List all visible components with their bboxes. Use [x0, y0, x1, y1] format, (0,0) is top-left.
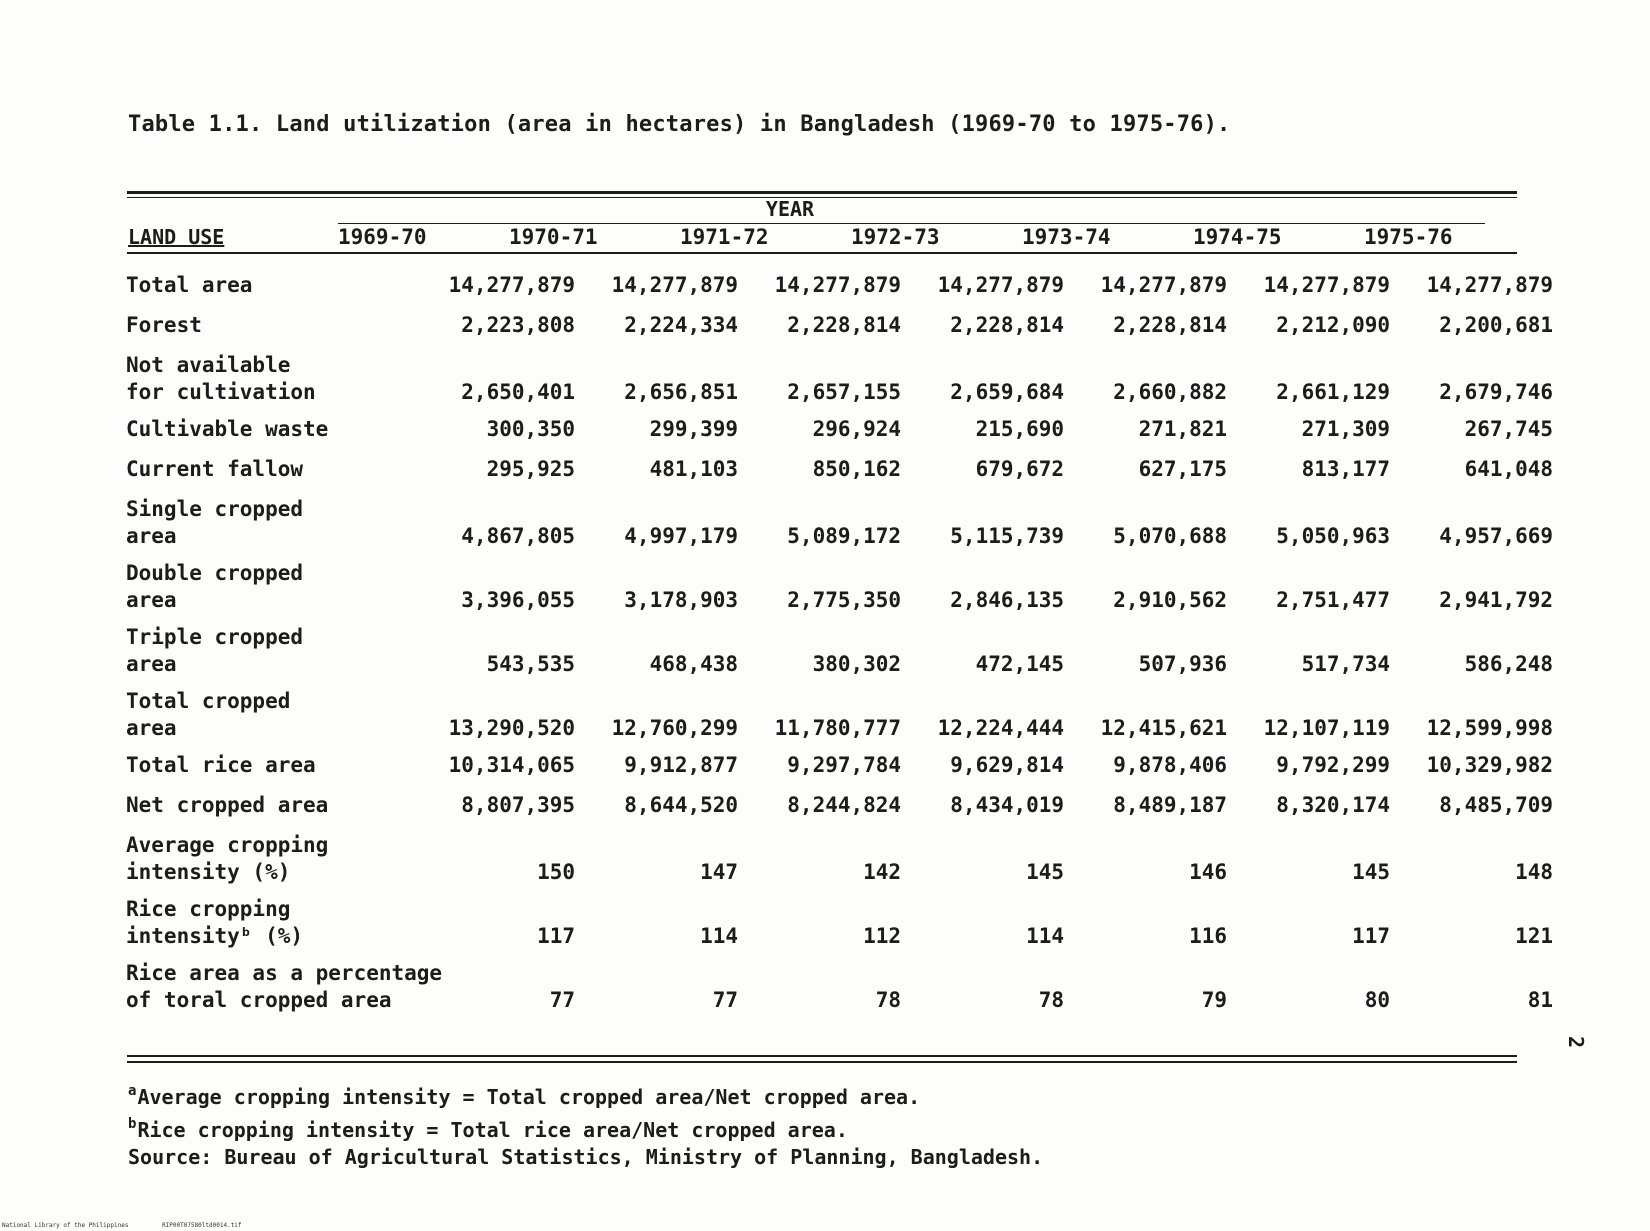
cell-value: 14,277,879: [1426, 273, 1554, 297]
table-row: [126, 960, 1553, 1024]
row-label: [126, 792, 442, 832]
year-underline: [338, 223, 1485, 224]
cell-value: 5,089,172: [787, 524, 902, 548]
cell-value: 296,924: [812, 417, 902, 441]
cell-value: 9,878,406: [1113, 753, 1228, 777]
row-label-line: of toral cropped area: [126, 988, 392, 1012]
table-row: [126, 752, 1553, 792]
table-row: [126, 272, 1553, 312]
cell-value: 12,224,444: [937, 716, 1065, 740]
scan-footer-library: National Library of the Philippines: [2, 1222, 129, 1229]
row-label-line: Rice cropping: [126, 897, 291, 921]
cell-value: 679,672: [975, 457, 1065, 481]
column-headers: [0, 225, 1650, 253]
scan-footer: [2, 1222, 272, 1229]
table-row: [126, 896, 1553, 960]
footnote-b-marker: b: [128, 1116, 137, 1132]
cell-value: 10,314,065: [448, 753, 576, 777]
row-label-line: Total area: [126, 273, 253, 297]
row-label: [126, 960, 442, 1024]
footnote-b: [128, 1111, 1043, 1144]
cell-value: 271,309: [1301, 417, 1391, 441]
row-label: [126, 688, 442, 752]
row-label-line: Double cropped: [126, 561, 304, 585]
footnote-b-text: Rice cropping intensity = Total rice area/Net cropped area.: [137, 1118, 848, 1142]
cell-value: 145: [1026, 860, 1065, 884]
cell-value: 2,228,814: [950, 313, 1065, 337]
bottom-rule-thin: [127, 1061, 1517, 1063]
footnote-a-marker: a: [128, 1083, 137, 1099]
cell-value: 215,690: [975, 417, 1065, 441]
cell-value: 14,277,879: [1263, 273, 1391, 297]
cell-value: 9,297,784: [787, 753, 902, 777]
cell-value: 13,290,520: [448, 716, 576, 740]
cell-value: 14,277,879: [937, 273, 1065, 297]
cell-value: 813,177: [1301, 457, 1391, 481]
cell-value: 5,115,739: [950, 524, 1065, 548]
column-header-year: 1972-73: [851, 225, 940, 249]
cell-value: 543,535: [486, 652, 576, 676]
scan-footer-file-id: RIP00T07580ltd0014.tif: [162, 1222, 242, 1229]
row-label-line: Cultivable waste: [126, 417, 329, 441]
page-number: 2: [1564, 1035, 1589, 1049]
cell-value: 271,821: [1138, 417, 1228, 441]
table-row: [126, 792, 1553, 832]
row-label-line: Average cropping: [126, 833, 329, 857]
cell-value: 481,103: [649, 457, 739, 481]
footnotes: [128, 1078, 1043, 1171]
cell-value: 79: [1201, 988, 1228, 1012]
cell-value: 147: [700, 860, 739, 884]
cell-value: 78: [875, 988, 902, 1012]
cell-value: 150: [537, 860, 576, 884]
row-label: [126, 496, 442, 560]
cell-value: 2,228,814: [787, 313, 902, 337]
cell-value: 10,329,982: [1426, 753, 1554, 777]
row-label-line: area: [126, 716, 177, 740]
cell-value: 8,434,019: [950, 793, 1065, 817]
row-label-line: Total rice area: [126, 753, 316, 777]
row-label: [126, 312, 442, 352]
cell-value: 14,277,879: [1100, 273, 1228, 297]
cell-value: 300,350: [486, 417, 576, 441]
row-label-line: Total cropped: [126, 689, 291, 713]
cell-value: 2,661,129: [1276, 380, 1391, 404]
cell-value: 8,644,520: [624, 793, 739, 817]
cell-value: 267,745: [1464, 417, 1554, 441]
cell-value: 3,396,055: [461, 588, 576, 612]
row-label: [126, 456, 442, 496]
table-row: [126, 456, 1553, 496]
table-row: [126, 832, 1553, 896]
row-label-line: Rice area as a percentage: [126, 961, 443, 985]
cell-value: 12,415,621: [1100, 716, 1228, 740]
table-row: [126, 312, 1553, 352]
cell-value: 77: [712, 988, 739, 1012]
row-label-line: Forest: [126, 313, 202, 337]
cell-value: 4,997,179: [624, 524, 739, 548]
cell-value: 14,277,879: [774, 273, 902, 297]
land-utilization-table: [126, 272, 1553, 1024]
row-label-line: Not available: [126, 353, 291, 377]
cell-value: 117: [1352, 924, 1391, 948]
cell-value: 299,399: [649, 417, 739, 441]
cell-value: 12,599,998: [1426, 716, 1554, 740]
cell-value: 2,228,814: [1113, 313, 1228, 337]
footnote-a-text: Average cropping intensity = Total cropped area/Net cropped area.: [137, 1085, 921, 1109]
cell-value: 468,438: [649, 652, 739, 676]
cell-value: 116: [1189, 924, 1228, 948]
cell-value: 2,659,684: [950, 380, 1065, 404]
cell-value: 81: [1527, 988, 1554, 1012]
cell-value: 380,302: [812, 652, 902, 676]
cell-value: 146: [1189, 860, 1228, 884]
table-row: [126, 352, 1553, 416]
row-label: [126, 752, 442, 792]
cell-value: 2,846,135: [950, 588, 1065, 612]
row-label-line: Single cropped: [126, 497, 304, 521]
cell-value: 12,107,119: [1263, 716, 1391, 740]
footnote-a: [128, 1078, 1043, 1111]
cell-value: 145: [1352, 860, 1391, 884]
cell-value: 2,660,882: [1113, 380, 1228, 404]
cell-value: 8,485,709: [1439, 793, 1554, 817]
cell-value: 112: [863, 924, 902, 948]
row-label-line: for cultivation: [126, 380, 316, 404]
column-header-year: 1975-76: [1364, 225, 1453, 249]
cell-value: 8,320,174: [1276, 793, 1391, 817]
row-label-line: intensityᵇ (%): [126, 924, 304, 948]
table-row: [126, 624, 1553, 688]
cell-value: 2,751,477: [1276, 588, 1391, 612]
row-label: [126, 560, 442, 624]
cell-value: 114: [1026, 924, 1065, 948]
column-header-year: 1969-70: [338, 225, 427, 249]
cell-value: 14,277,879: [448, 273, 576, 297]
cell-value: 2,775,350: [787, 588, 902, 612]
cell-value: 142: [863, 860, 902, 884]
row-label: [126, 352, 442, 416]
cell-value: 4,867,805: [461, 524, 576, 548]
cell-value: 586,248: [1464, 652, 1554, 676]
table-row: [126, 416, 1553, 456]
row-label: [126, 416, 442, 456]
cell-value: 2,223,808: [461, 313, 576, 337]
column-header-year: 1971-72: [680, 225, 769, 249]
row-label-line: area: [126, 652, 177, 676]
cell-value: 2,200,681: [1439, 313, 1554, 337]
source-note: Source: Bureau of Agricultural Statistics, Ministry of Planning, Bangladesh.: [128, 1145, 1044, 1169]
header-rule: [127, 252, 1517, 254]
table-row: [126, 560, 1553, 624]
cell-value: 5,070,688: [1113, 524, 1228, 548]
cell-value: 2,941,792: [1439, 588, 1554, 612]
cell-value: 9,792,299: [1276, 753, 1391, 777]
cell-value: 627,175: [1138, 457, 1228, 481]
cell-value: 472,145: [975, 652, 1065, 676]
cell-value: 114: [700, 924, 739, 948]
bottom-rule: [127, 1055, 1517, 1057]
row-label-line: area: [126, 588, 177, 612]
column-header-year: 1970-71: [509, 225, 598, 249]
column-header-year: 1973-74: [1022, 225, 1111, 249]
row-label-line: intensity (%): [126, 860, 291, 884]
cell-value: 517,734: [1301, 652, 1391, 676]
row-label: [126, 272, 442, 312]
cell-value: 121: [1515, 924, 1554, 948]
row-label: [126, 624, 442, 688]
row-label: [126, 896, 442, 960]
cell-value: 5,050,963: [1276, 524, 1391, 548]
cell-value: 507,936: [1138, 652, 1228, 676]
row-label-line: Current fallow: [126, 457, 304, 481]
cell-value: 8,244,824: [787, 793, 902, 817]
table-row: [126, 688, 1553, 752]
cell-value: 2,656,851: [624, 380, 739, 404]
row-label: [126, 832, 442, 896]
table-row: [126, 496, 1553, 560]
cell-value: 148: [1515, 860, 1554, 884]
year-header: YEAR: [765, 197, 815, 221]
cell-value: 641,048: [1464, 457, 1554, 481]
column-header-year: 1974-75: [1193, 225, 1282, 249]
cell-value: 8,489,187: [1113, 793, 1228, 817]
cell-value: 2,224,334: [624, 313, 739, 337]
cell-value: 4,957,669: [1439, 524, 1554, 548]
row-label-line: Triple cropped: [126, 625, 304, 649]
cell-value: 2,650,401: [461, 380, 576, 404]
cell-value: 80: [1364, 988, 1391, 1012]
cell-value: 78: [1038, 988, 1065, 1012]
cell-value: 850,162: [812, 457, 902, 481]
cell-value: 117: [537, 924, 576, 948]
cell-value: 12,760,299: [611, 716, 739, 740]
row-label-line: area: [126, 524, 177, 548]
cell-value: 2,657,155: [787, 380, 902, 404]
cell-value: 2,679,746: [1439, 380, 1554, 404]
cell-value: 14,277,879: [611, 273, 739, 297]
cell-value: 8,807,395: [461, 793, 576, 817]
cell-value: 77: [549, 988, 576, 1012]
cell-value: 3,178,903: [624, 588, 739, 612]
cell-value: 9,912,877: [624, 753, 739, 777]
cell-value: 2,910,562: [1113, 588, 1228, 612]
top-rule: [127, 191, 1517, 194]
land-use-header: LAND USE: [128, 225, 225, 249]
cell-value: 295,925: [486, 457, 576, 481]
row-label-line: Net cropped area: [126, 793, 329, 817]
cell-value: 9,629,814: [950, 753, 1065, 777]
table-title: Table 1.1. Land utilization (area in hectares) in Bangladesh (1969-70 to 1975-76).: [128, 112, 1231, 137]
cell-value: 11,780,777: [774, 716, 902, 740]
cell-value: 2,212,090: [1276, 313, 1391, 337]
